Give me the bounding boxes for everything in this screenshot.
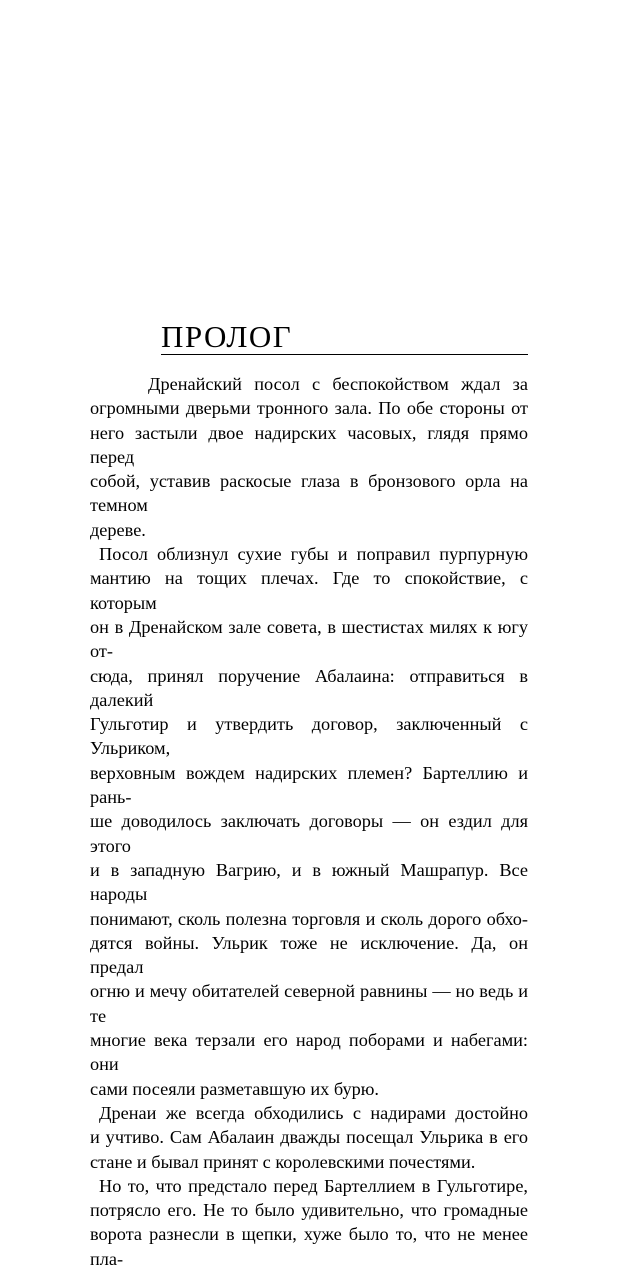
text-line: ше доводилось заключать договоры — он ездил для этого (90, 811, 528, 856)
text-line: он в Дренайском зале совета, в шестистах милях к югу от- (90, 616, 528, 662)
text-line: Дренайский посол с беспокойством ждал за (148, 374, 528, 394)
title-rule (161, 354, 528, 355)
text-line: огню и мечу обитателей северной равнины — но ведь и те (90, 981, 528, 1026)
chapter-title: ПРОЛОГ (161, 319, 293, 354)
paragraph-3 (90, 1101, 528, 1174)
text-line: потрясло его. Не то было удивительно, что громадные (90, 1200, 528, 1221)
text-line: верховным вождем надирских племен? Бартеллию и рань- (90, 762, 528, 808)
text-line: и учтиво. Сам Абалаин дважды посещал Ульрика в его (90, 1127, 528, 1148)
text-line: дятся войны. Ульрик тоже не исключение. Да, он предал (90, 932, 528, 978)
text-line: понимают, сколь полезна торговля и сколь дорого обхо- (90, 908, 528, 929)
text-line: Дренаи же всегда обходились с надирами достойно (99, 1102, 528, 1123)
text-line: него застыли двое надирских часовых, глядя прямо перед (90, 422, 528, 467)
text-line: и в западную Вагрию, и в южный Машрапур. Все народы (90, 859, 528, 905)
text-line: собой, уставив раскосые глаза в бронзового орла на темном (90, 471, 528, 516)
text-line: огромными дверьми тронного зала. По обе стороны от (90, 398, 528, 419)
paragraph-1 (90, 372, 528, 542)
text-line: ворота разнесли в щепки, хуже было то, что не менее пла- (90, 1224, 528, 1269)
text-line: сами посеяли разметавшую их бурю. (90, 1078, 380, 1099)
text-line: стане и бывал принят с королевскими почестями. (90, 1151, 476, 1172)
text-line: Посол облизнул сухие губы и поправил пурпурную (99, 544, 528, 565)
paragraph-4 (90, 1174, 528, 1271)
paragraph-2 (90, 542, 528, 1101)
text-line: Гульготир и утвердить договор, заключенный с Ульриком, (90, 714, 528, 759)
text-line: Но то, что предстало перед Бартеллием в Гульготире, (99, 1175, 528, 1196)
text-line: мантию на тощих плечах. Где то спокойствие, с которым (90, 568, 528, 613)
text-line: сюда, принял поручение Абалаина: отправиться в далекий (90, 665, 528, 710)
text-line: дереве. (90, 519, 146, 540)
text-line: многие века терзали его народ поборами и набегами: они (90, 1030, 528, 1075)
body-text (90, 372, 528, 1271)
